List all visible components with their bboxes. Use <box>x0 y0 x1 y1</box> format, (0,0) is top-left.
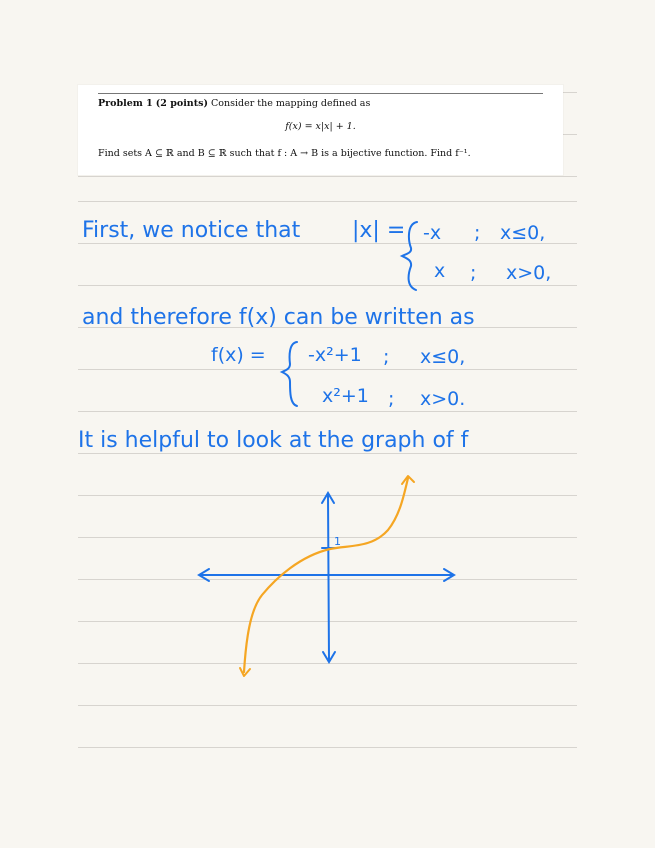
f-case1-separator: ; <box>383 346 390 368</box>
abs-case1-condition: x≤0, <box>500 222 546 244</box>
f-case2-condition: x>0. <box>420 388 466 410</box>
abs-case2-expression: x <box>434 260 446 282</box>
f-case2-separator: ; <box>388 388 395 410</box>
abs-case2-separator: ; <box>470 262 477 284</box>
note-line-graph-intro: It is helpful to look at the graph of f <box>78 428 469 453</box>
f-case1-condition: x≤0, <box>420 346 466 368</box>
f-case2-expression: x²+1 <box>322 385 369 407</box>
f-brace <box>282 342 297 406</box>
f-definition-lhs: f(x) = <box>211 344 266 366</box>
graph-tick-label: 1 <box>334 535 341 548</box>
problem-number: Problem 1 <box>98 98 153 109</box>
problem-formula: f(x) = x|x| + 1. <box>285 121 356 132</box>
problem-task: Find sets A ⊆ ℝ and B ⊆ ℝ such that f : A → B is a bijective function. Find f⁻¹. <box>98 148 471 159</box>
abs-case1-separator: ; <box>474 222 481 244</box>
graph-x-axis <box>199 569 454 581</box>
abs-case2-condition: x>0, <box>506 262 552 284</box>
problem-points: (2 points) <box>155 98 208 109</box>
graph-y-axis <box>322 493 335 662</box>
abs-definition-lhs: |x| = <box>352 218 406 243</box>
note-line-and-therefore: and therefore f(x) can be written as <box>82 305 475 330</box>
abs-case1-expression: -x <box>423 222 442 244</box>
problem-intro-text: Consider the mapping defined as <box>210 98 371 109</box>
f-case1-expression: -x²+1 <box>308 344 362 366</box>
abs-brace <box>402 222 417 290</box>
note-line-first-we-notice: First, we notice that <box>82 218 301 243</box>
